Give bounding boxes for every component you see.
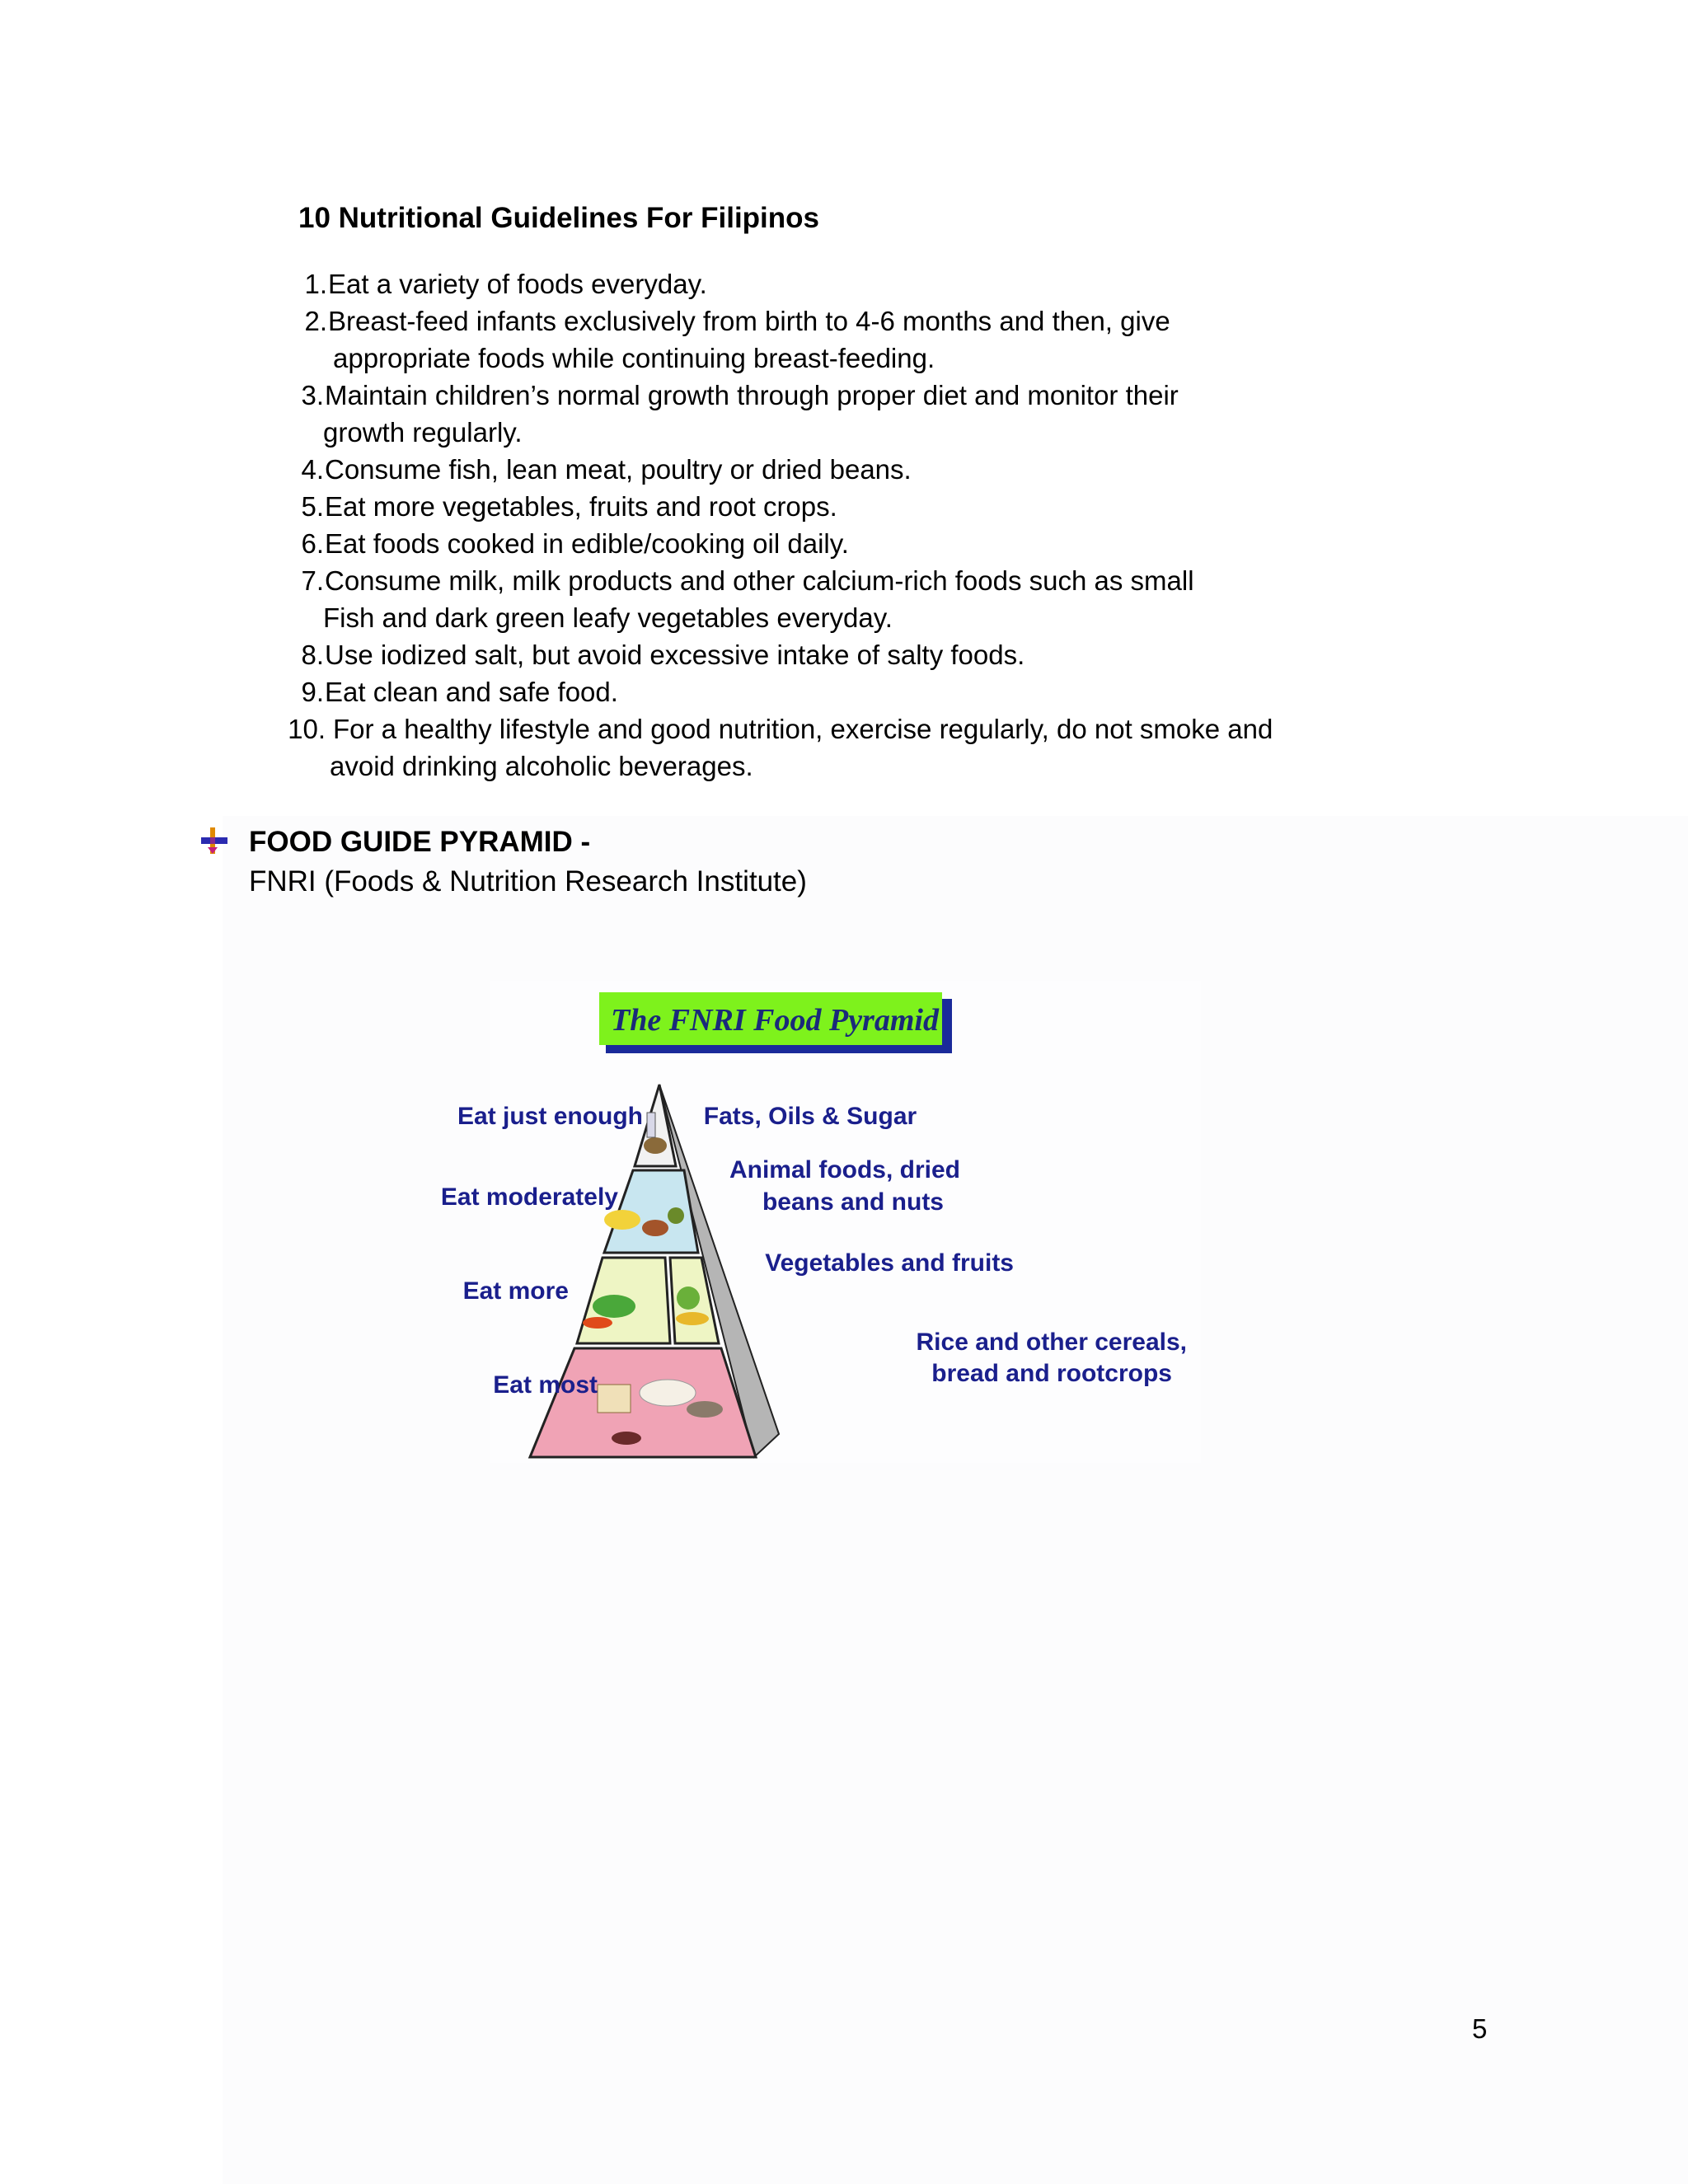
list-item-number: 2.: [304, 306, 327, 336]
left-label-eat-moderately: Eat moderately: [440, 1183, 618, 1211]
list-item-number: 6.: [301, 528, 324, 559]
left-label-eat-more: Eat more: [462, 1277, 569, 1305]
right-label-veg: Vegetables and fruits: [765, 1249, 1014, 1277]
pyramid-title: The FNRI Food Pyramid: [611, 1003, 939, 1038]
right-label-rice-1: Rice and other cereals,: [916, 1329, 1187, 1356]
list-item-text: Eat a variety of foods everyday.: [328, 269, 707, 299]
section-subtitle: FNRI (Foods & Nutrition Research Institute): [249, 865, 807, 898]
list-item-number: 9.: [301, 677, 324, 707]
list-item-text: Consume fish, lean meat, poultry or dried beans.: [325, 454, 912, 485]
page-number: 5: [1472, 2013, 1488, 2044]
right-label-animal-1: Animal foods, dried: [729, 1156, 960, 1183]
list-item-continuation: Fish and dark green leafy vegetables everyday.: [323, 602, 893, 633]
list-item-number: 3.: [301, 380, 324, 410]
list-item-text: Use iodized salt, but avoid excessive intake of salty foods.: [325, 640, 1025, 670]
left-label-eat-just-enough: Eat just enough: [457, 1103, 643, 1130]
list-item-continuation: appropriate foods while continuing breast-feeding.: [333, 343, 935, 373]
food-pyramid-figure: [440, 981, 1201, 1463]
right-label-fats: Fats, Oils & Sugar: [703, 1103, 917, 1130]
list-item-text: For a healthy lifestyle and good nutrition, exercise regularly, do not smoke and: [333, 714, 1273, 744]
list-item-text: Eat clean and safe food.: [325, 677, 618, 707]
left-label-eat-most: Eat most: [493, 1371, 598, 1399]
right-label-animal-2: beans and nuts: [762, 1188, 944, 1216]
list-item-text: Eat foods cooked in edible/cooking oil daily.: [325, 528, 849, 559]
list-item-text: Maintain children’s normal growth through proper diet and monitor their: [325, 380, 1179, 410]
section-title: FOOD GUIDE PYRAMID -: [249, 826, 591, 858]
list-item-text: Eat more vegetables, fruits and root crops.: [325, 491, 837, 522]
list-item-number: 7.: [301, 565, 324, 596]
page-heading: 10 Nutritional Guidelines For Filipinos: [298, 202, 819, 234]
list-item-number: 10.: [288, 714, 326, 744]
list-item-number: 8.: [301, 640, 324, 670]
section-bullet-icon: [198, 824, 231, 857]
list-item-continuation: avoid drinking alcoholic beverages.: [330, 751, 753, 781]
list-item-number: 1.: [304, 269, 327, 299]
list-item-number: 4.: [301, 454, 324, 485]
list-item-text: Consume milk, milk products and other calcium-rich foods such as small: [325, 565, 1194, 596]
right-label-rice-2: bread and rootcrops: [931, 1360, 1172, 1387]
pyramid-tier-most: [530, 1348, 756, 1457]
list-item-text: Breast-feed infants exclusively from birth to 4-6 months and then, give: [328, 306, 1170, 336]
list-item-continuation: growth regularly.: [323, 417, 523, 448]
list-item-number: 5.: [301, 491, 324, 522]
